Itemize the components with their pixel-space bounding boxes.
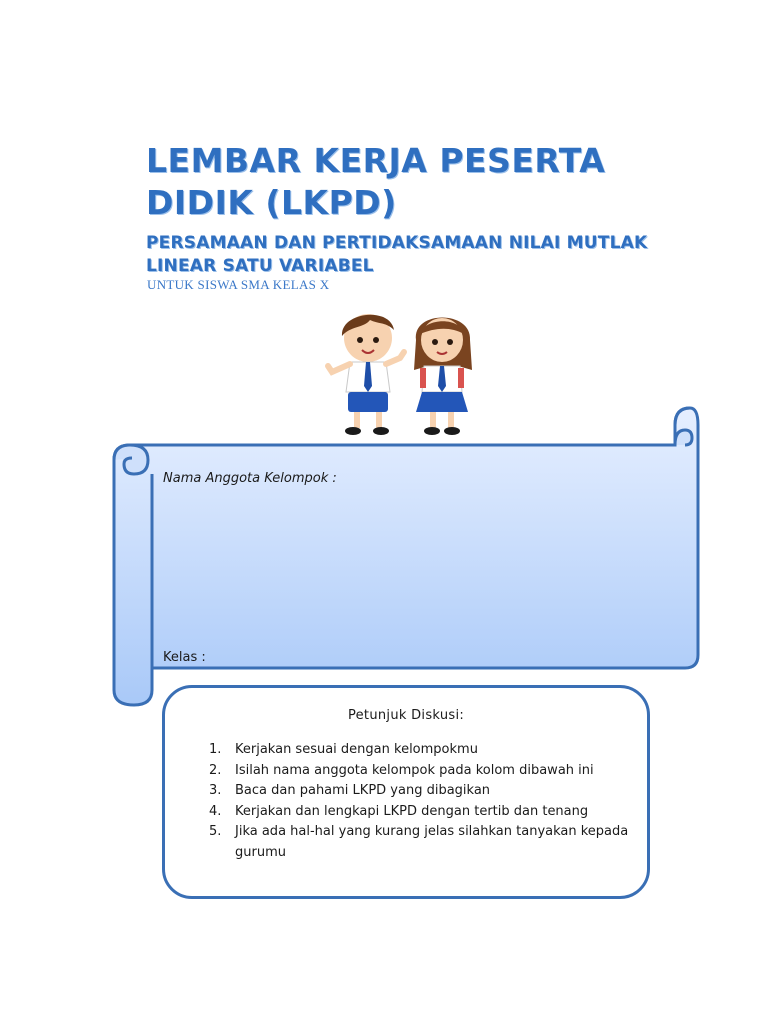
instruction-item: 1. Kerjakan sesuai dengan kelompokmu [209, 742, 478, 757]
class-label: Kelas : [163, 650, 206, 665]
instruction-item: 3. Baca dan pahami LKPD yang dibagikan [209, 783, 491, 798]
instruction-item: 2. Isilah nama anggota kelompok pada kolom dibawah ini [209, 762, 594, 778]
instructions-box [162, 685, 650, 899]
instructions-title: Petunjuk Diskusi: [347, 708, 465, 723]
audience-line: UNTUK SISWA SMA KELAS X [147, 277, 330, 292]
document-title: LEMBAR KERJA PESERTA DIDIK (LKPD) [146, 141, 606, 222]
instructions-list [209, 740, 629, 863]
document-subtitle: PERSAMAAN DAN PERTIDAKSAMAAN NILAI MUTLAK LINEAR SATU VARIABEL [146, 233, 648, 276]
scroll-banner [100, 400, 710, 720]
instruction-item: 4. Kerjakan dan lengkapi LKPD dengan tertib dan tenang [209, 803, 589, 819]
instruction-item: 5. Jika ada hal-hal yang kurang jelas silahkan tanyakan kepada gurumu [209, 824, 629, 860]
group-members-label: Nama Anggota Kelompok : [163, 471, 337, 486]
